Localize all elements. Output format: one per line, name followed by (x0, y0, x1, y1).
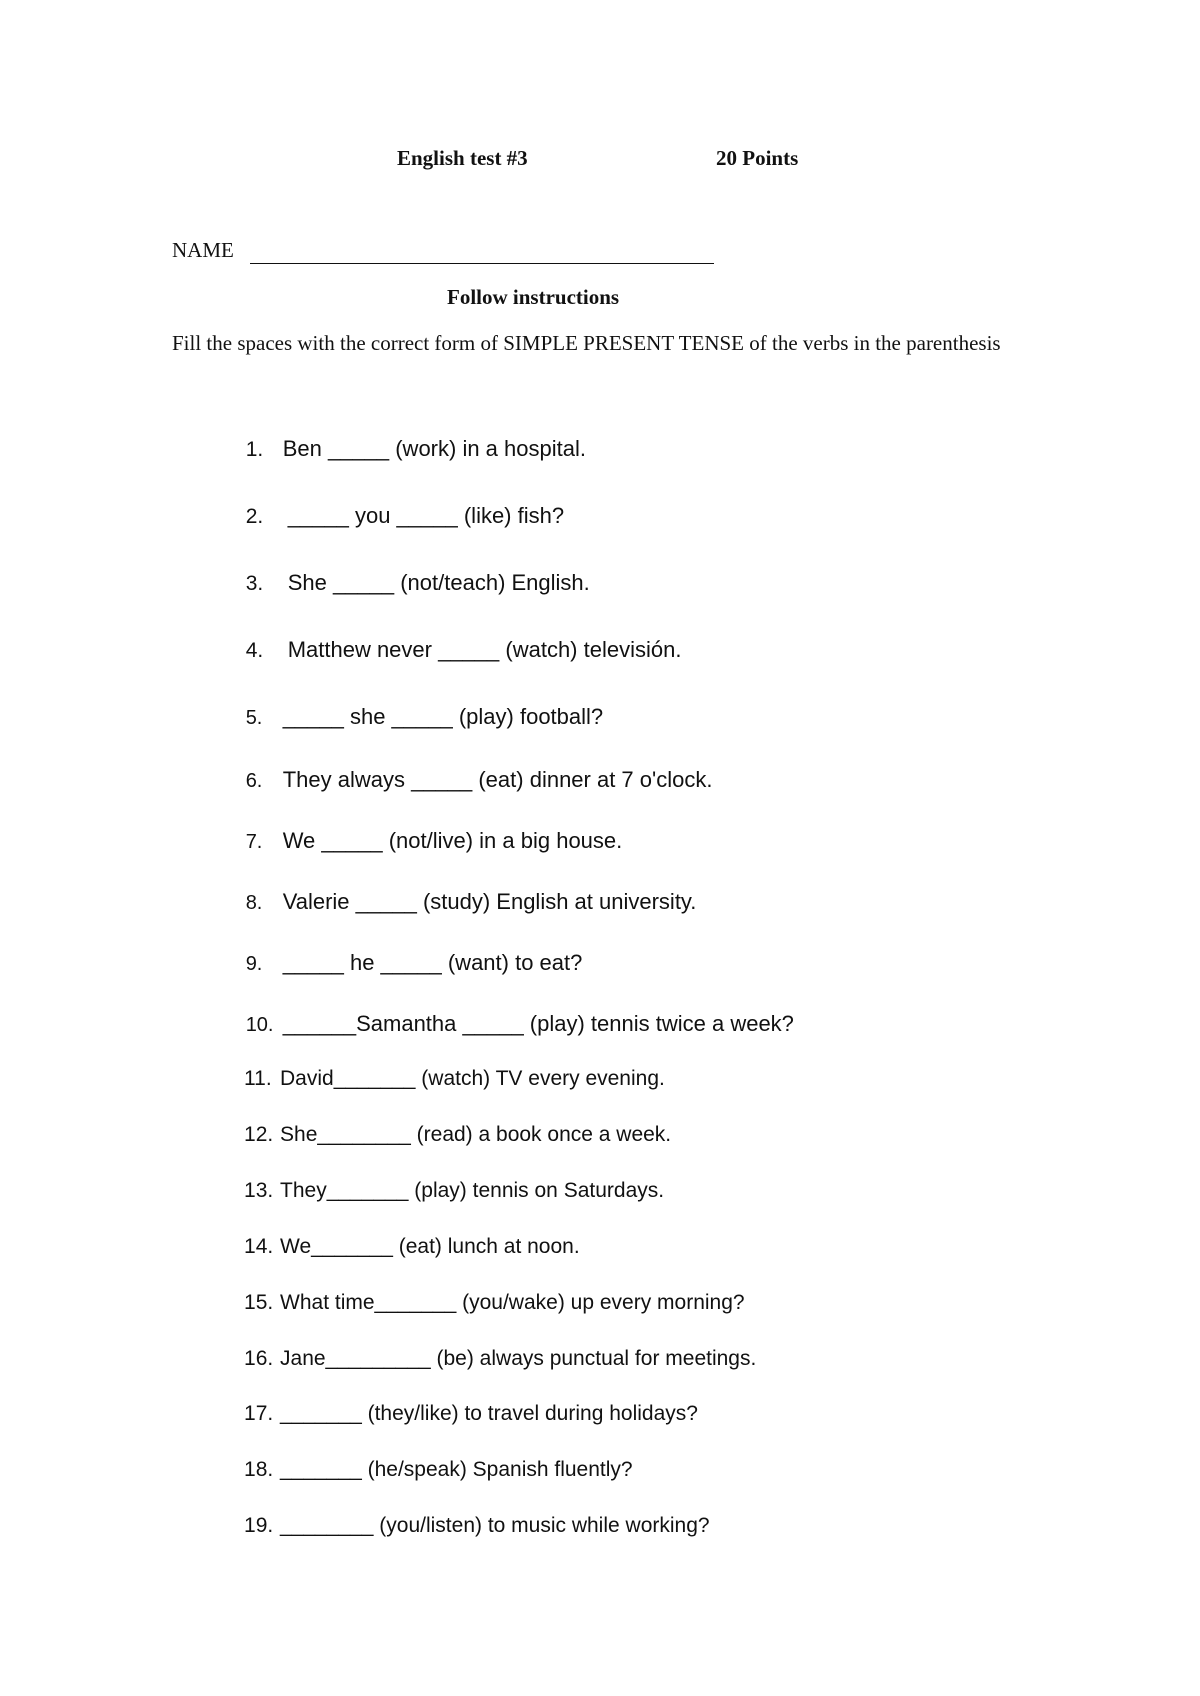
item-number: 5. (245, 707, 263, 729)
item-text: ________ (you/listen) to music while working? (280, 1514, 710, 1537)
item-text: They always _____ (eat) dinner at 7 o'clock. (282, 767, 713, 792)
item-text: _____ you _____ (like) fish? (287, 503, 565, 528)
name-label: NAME (172, 238, 234, 262)
item-number: 16. (244, 1347, 274, 1370)
instructions-text: Fill the spaces with the correct form of SIMPLE PRESENT TENSE of the verbs in the parenthesis (172, 331, 1001, 355)
item-number: 9. (245, 953, 263, 975)
item-number: 11. (244, 1067, 272, 1090)
item-number: 12. (244, 1123, 274, 1146)
item-text: Ben _____ (work) in a hospital. (282, 436, 586, 461)
item-number: 14. (244, 1235, 274, 1258)
test-title: English test #3 (397, 146, 528, 170)
name-blank-line[interactable] (250, 263, 714, 264)
item-number: 3. (245, 572, 264, 595)
item-number: 2. (245, 505, 264, 528)
item-text: David_______ (watch) TV every evening. (280, 1067, 665, 1090)
item-number: 7. (245, 831, 263, 853)
item-text: Jane_________ (be) always punctual for meetings. (280, 1347, 757, 1370)
item-text: Matthew never _____ (watch) televisión. (287, 637, 682, 662)
item-number: 18. (244, 1458, 274, 1481)
item-text: Valerie _____ (study) English at university. (282, 889, 697, 914)
item-number: 15. (244, 1291, 274, 1314)
item-text: We _____ (not/live) in a big house. (282, 828, 623, 853)
item-number: 13. (244, 1179, 274, 1202)
item-number: 19. (244, 1514, 274, 1537)
item-number: 17. (244, 1402, 274, 1425)
item-text: _____ he _____ (want) to eat? (282, 950, 583, 975)
item-text: We_______ (eat) lunch at noon. (280, 1235, 580, 1258)
item-text: ______Samantha _____ (play) tennis twice a week? (282, 1011, 794, 1036)
item-number: 1. (245, 438, 264, 461)
item-text: _____ she _____ (play) football? (282, 704, 604, 729)
item-number: 8. (245, 892, 263, 914)
item-text: She _____ (not/teach) English. (287, 570, 590, 595)
item-text: What time_______ (you/wake) up every morning? (280, 1291, 745, 1314)
item-number: 6. (245, 770, 263, 792)
section-heading: Follow instructions (447, 285, 620, 309)
item-text: _______ (they/like) to travel during holidays? (280, 1402, 698, 1425)
points-label: 20 Points (716, 146, 799, 170)
item-number: 10. (245, 1014, 274, 1036)
item-text: They_______ (play) tennis on Saturdays. (280, 1179, 665, 1202)
list-item (209, 1490, 710, 1562)
item-number: 4. (245, 639, 264, 662)
item-text: _______ (he/speak) Spanish fluently? (280, 1458, 633, 1481)
item-text: She________ (read) a book once a week. (280, 1123, 672, 1146)
